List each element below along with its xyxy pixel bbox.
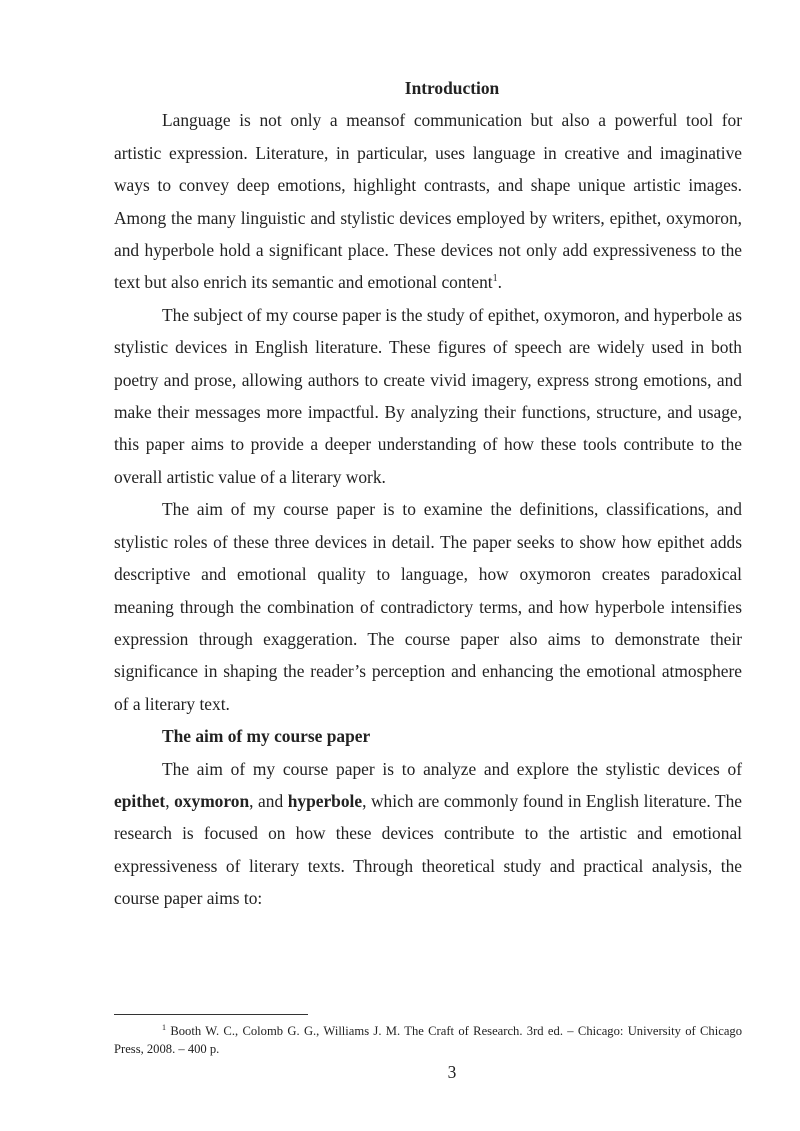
term-epithet: epithet bbox=[114, 790, 166, 811]
footnote-separator bbox=[114, 1014, 308, 1015]
main-text bbox=[114, 72, 742, 915]
paragraph-1-text: Language is not only a meansof communication but also a powerful tool for artistic expression. Literature, in particular, uses language in creative and imaginative ways to convey deep emotions, highlight contrasts, and shape unique artistic images. Among the many linguistic and stylistic devices employed by writers, epithet, oxymoron, and hyperbole hold a significant place. These devices not only add expressiveness to the text but also enrich its semantic and emotional content bbox=[114, 110, 742, 293]
separator-2: , and bbox=[249, 790, 288, 811]
paragraph-4 bbox=[114, 753, 742, 915]
separator-1: , bbox=[165, 790, 175, 811]
footnote-reference[interactable]: 1 bbox=[492, 273, 498, 285]
section-heading: Introduction bbox=[404, 78, 500, 98]
paragraph-1-end: . bbox=[497, 272, 502, 293]
footnote-text: Booth W. C., Colomb G. G., Williams J. M. The Craft of Research. 3rd ed. – Chicago: University of Chicago Press, 2008. – 400 p. bbox=[114, 1024, 742, 1056]
footnote-number: 1 bbox=[162, 1022, 166, 1032]
paragraph-1 bbox=[114, 104, 742, 298]
paragraph-3: The aim of my course paper is to examine the definitions, classifications, and stylistic roles of these three devices in detail. The paper seeks to show how epithet adds descriptive and emotional quality to language, how oxymoron creates paradoxical meaning through the combination of contradictory terms, and how hyperbole intensifies expression through exaggeration. The course paper also aims to demonstrate their significance in shaping the reader’s perception and enhancing the emotional atmosphere of a literary text. bbox=[114, 499, 742, 714]
term-oxymoron: oxymoron bbox=[174, 790, 250, 811]
paragraph-2: The subject of my course paper is the study of epithet, oxymoron, and hyperbole as stylistic devices in English literature. These figures of speech are widely used in both poetry and prose, allowing authors to create vivid imagery, express strong emotions, and make their messages more impactful. By analyzing their functions, structure, and usage, this paper aims to provide a deeper understanding of how these tools contribute to the overall artistic value of a literary work. bbox=[114, 304, 742, 487]
subheading-aim: The aim of my course paper bbox=[162, 726, 371, 747]
paragraph-4-rest: , which are commonly found in English literature. The research is focused on how these devices contribute to the artistic and emotional expressiveness of literary texts. Through theoretical study and practical analysis, the course paper aims to: bbox=[114, 790, 742, 909]
footnote bbox=[114, 1022, 742, 1058]
page-number: 3 bbox=[447, 1062, 457, 1082]
paragraph-4-lead: The aim of my course paper is to analyze and explore the stylistic devices of bbox=[162, 758, 742, 779]
term-hyperbole: hyperbole bbox=[287, 790, 363, 811]
